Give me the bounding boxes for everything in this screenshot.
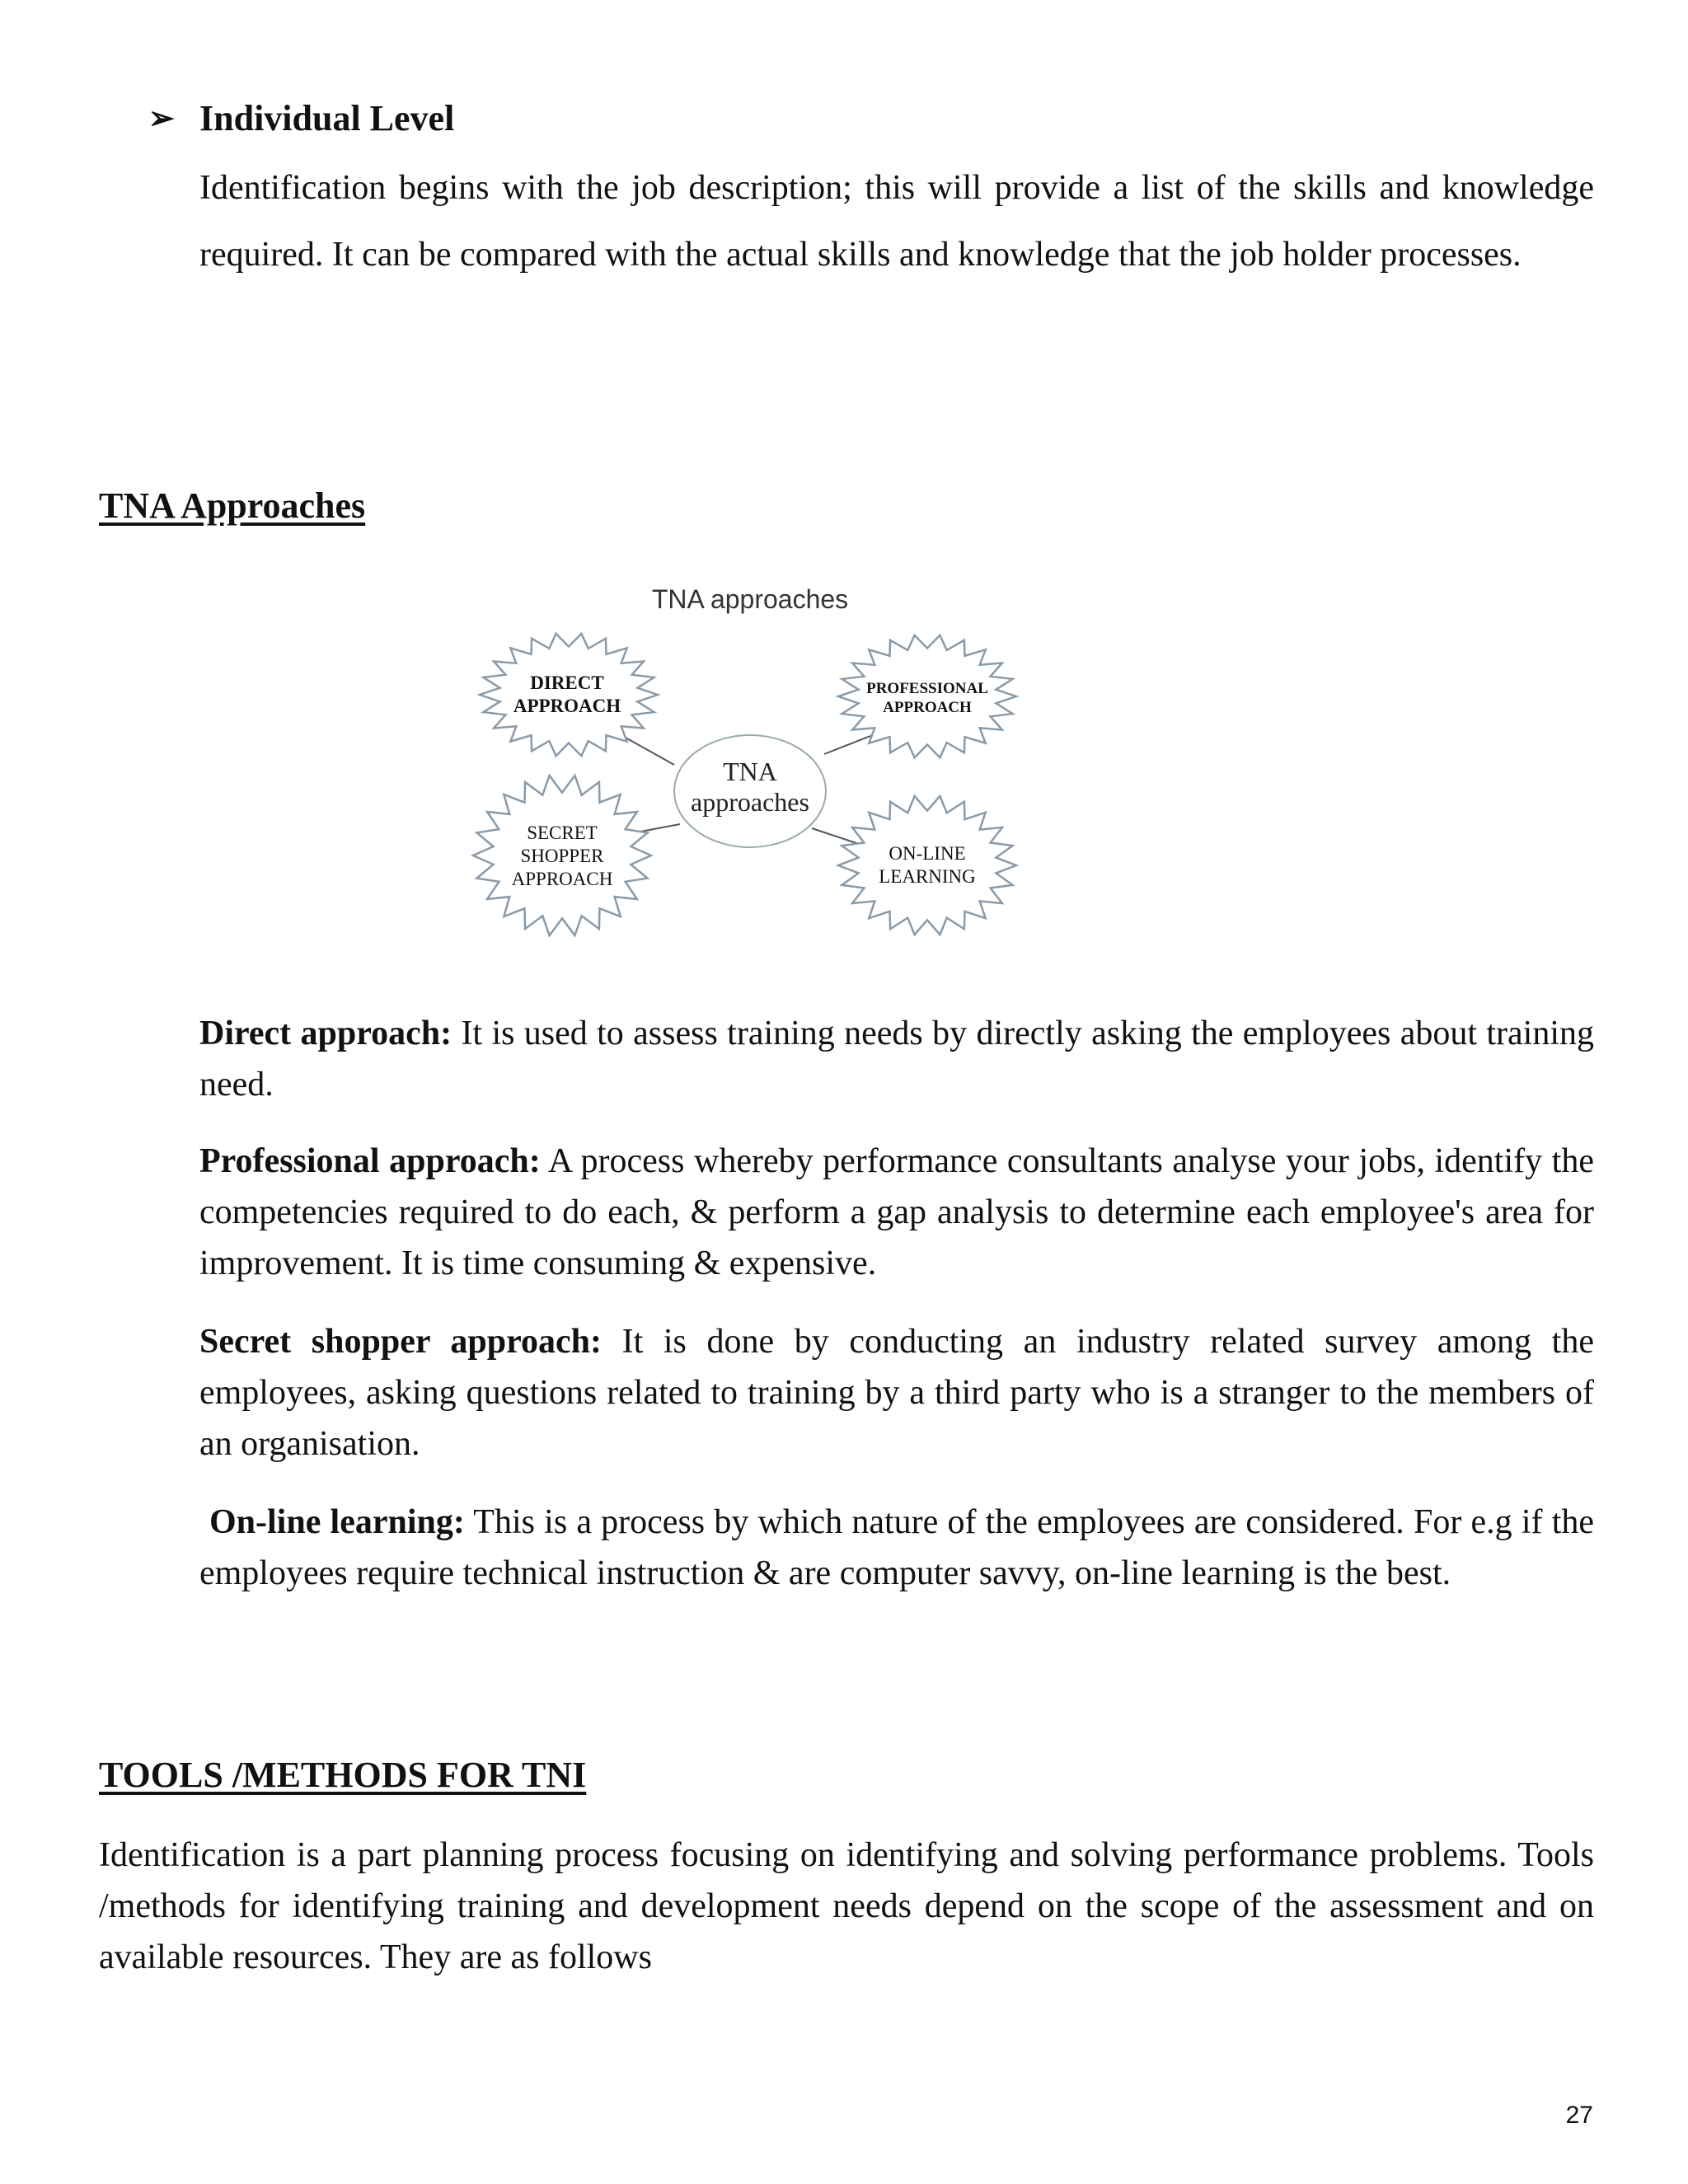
definition-secret-shopper — [199, 1316, 1594, 1469]
definition-term: Secret shopper approach: — [199, 1323, 602, 1361]
individual-level-heading — [148, 97, 454, 139]
definition-online-learning — [199, 1497, 1594, 1599]
definition-term: On-line learning: — [209, 1503, 465, 1541]
direct-label-line2: APPROACH — [513, 696, 621, 716]
definition-text: A process whereby performance consultants analyse your jobs, identify the competencies required to do each, & perform a gap analysis to determine each employee's area for improvement. It is time consuming & expensive. — [199, 1142, 1594, 1282]
center-label-line2: approaches — [691, 787, 809, 817]
definition-text: It is used to assess training needs by directly asking the employees about training need. — [199, 1015, 1594, 1104]
professional-label-line2: APPROACH — [883, 699, 972, 716]
individual-level-title: Individual Level — [199, 98, 455, 138]
definition-text: This is a process by which nature of the employees are considered. For e.g if the employees require technical instruction & are computer savvy, on-line learning is the best. — [199, 1503, 1595, 1592]
definition-professional — [199, 1136, 1594, 1289]
tools-methods-paragraph: Identification is a part planning process focusing on identifying and solving performance problems. Tools /methods for identifying training and development needs depend on the scope of the assessment and on available resources. They are as follows — [99, 1836, 1594, 1976]
starburst-outline — [838, 796, 1016, 935]
tools-methods-heading: TOOLS /METHODS FOR TNI — [99, 1755, 587, 1795]
professional-label-line1: PROFESSIONAL — [866, 680, 988, 697]
center-label-line1: TNA — [723, 757, 777, 786]
definition-direct — [199, 1008, 1594, 1110]
definition-term: Professional approach: — [199, 1142, 541, 1180]
starburst-outline — [480, 634, 658, 756]
online-learning-burst — [838, 796, 1016, 935]
secret-label-line1: SECRET — [527, 823, 598, 843]
arrow-bullet-icon: ➢ — [148, 101, 175, 136]
individual-level-paragraph: Identification begins with the job description; this will provide a list of the skills and knowledge required. It can be compared with the actual skills and knowledge that the job holder processes. — [199, 169, 1594, 274]
online-label-line2: LEARNING — [879, 866, 976, 887]
secret-label-line3: APPROACH — [511, 869, 613, 889]
tna-approaches-diagram — [462, 577, 1039, 956]
definition-text: It is done by conducting an industry related survey among the employees, asking questions related to training by a third party who is a stranger to the members of an organisation. — [199, 1323, 1594, 1463]
definition-term: Direct approach: — [199, 1015, 452, 1052]
secret-label-line2: SHOPPER — [520, 846, 604, 866]
online-label-line1: ON-LINE — [889, 843, 966, 864]
direct-label-line1: DIRECT — [530, 673, 604, 693]
tna-approaches-heading: TNA Approaches — [99, 485, 366, 526]
diagram-title: TNA approaches — [651, 584, 849, 614]
direct-approach-burst — [480, 634, 658, 756]
page-number: 27 — [1565, 2102, 1593, 2129]
